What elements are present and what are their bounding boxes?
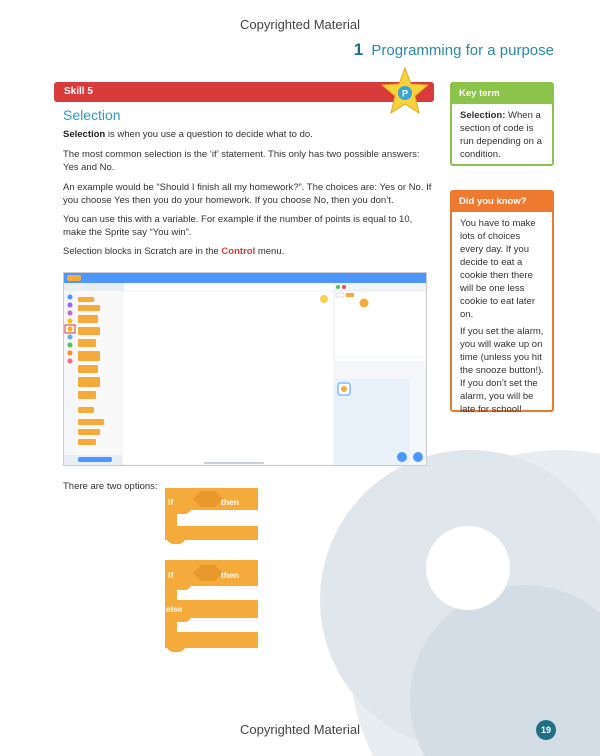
- scratch-screenshot: [63, 272, 427, 466]
- key-term-panel: [450, 82, 554, 166]
- chapter-title: Programming for a purpose: [371, 42, 554, 59]
- star-icon: [380, 66, 430, 116]
- paragraph-1: Selection is when you use a question to decide what to do.: [63, 129, 313, 140]
- page-number: 19: [536, 720, 556, 740]
- paragraph-3: An example would be “Should I finish all my homework?”. The choices are: Yes or No. If you choose Yes then you do your homework. If you choose No, then you don’t.: [63, 182, 432, 206]
- key-term-body: Selection: When a section of code is run depending on a condition.: [460, 110, 542, 160]
- else-label: else: [166, 604, 183, 614]
- then-label-2: then: [221, 570, 239, 580]
- key-term-heading: Key term: [452, 84, 552, 104]
- key-term-word: Selection:: [460, 110, 506, 121]
- scratch-editor-image: [64, 273, 426, 465]
- did-you-know-p2: If you set the alarm, you will wake up on time (unless you hit the snooze button!). If you don’t set the alarm, you will be late for school!: [460, 326, 544, 415]
- paragraph-2: The most common selection is the ‘if’ statement. This only has two possible answers: Yes and No.: [63, 149, 420, 173]
- footer-copyright: Copyrighted Material: [240, 722, 360, 737]
- did-you-know-p1: You have to make lots of choices every day. If you decide to eat a cookie then there will be one less cookie to eat later on.: [460, 218, 536, 320]
- did-you-know-heading: Did you know?: [452, 192, 552, 212]
- skill-bar: Skill 5: [54, 82, 434, 102]
- if-then-block: [163, 486, 263, 554]
- then-label: then: [221, 497, 239, 507]
- options-text: There are two options:: [63, 481, 158, 492]
- skill-badge-letter: P: [401, 88, 409, 99]
- selection-bold: Selection: [63, 129, 106, 140]
- header-copyright: Copyrighted Material: [240, 17, 360, 32]
- control-menu-name: Control: [221, 246, 256, 257]
- chapter-number: 1: [353, 40, 364, 59]
- did-you-know-body: [452, 212, 552, 425]
- if-label: if: [168, 497, 174, 507]
- section-title: Selection: [63, 107, 121, 123]
- did-you-know-panel: [450, 190, 554, 415]
- if-label-2: if: [168, 570, 174, 580]
- chapter-heading: [354, 40, 554, 60]
- paragraph-5: Selection blocks in Scratch are in the Control menu.: [63, 246, 285, 257]
- paragraph-4: You can use this with a variable. For example if the number of points is equal to 10, make the Sprite say “You win”.: [63, 214, 413, 238]
